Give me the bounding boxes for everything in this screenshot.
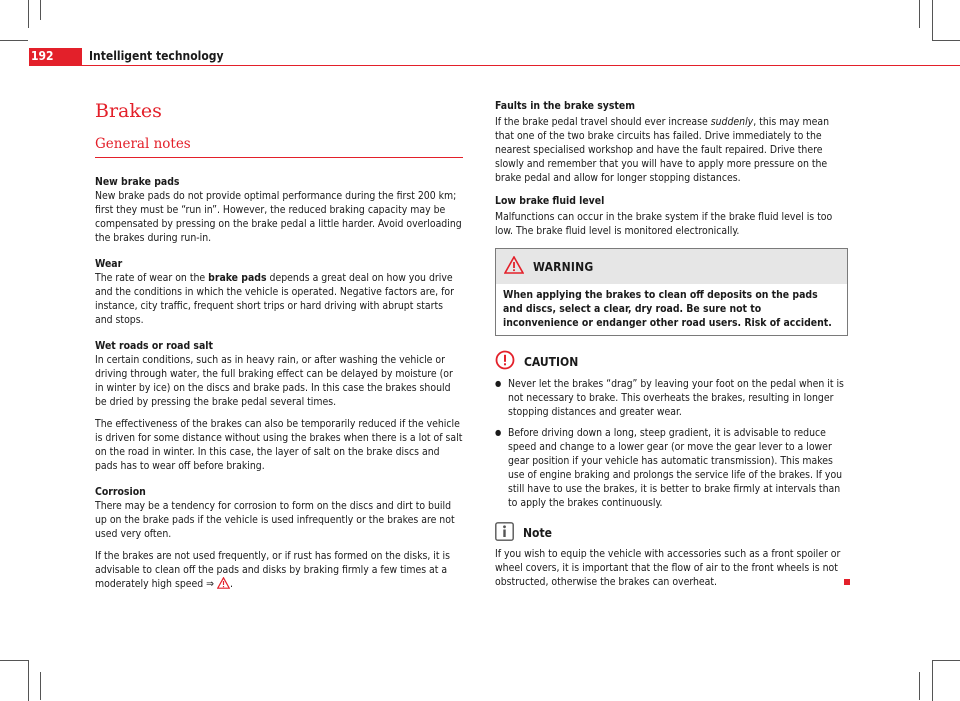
new-pads-text: New brake pads do not provide optimal performance during the first 200 km; first they must be “run in”. However, the reduced braking capacity may be compensated by pressing on the brake pedal a little harder. Avoid overloading the brakes during run-in. bbox=[95, 190, 462, 244]
crop-mark bbox=[40, 672, 41, 700]
crop-mark bbox=[0, 660, 28, 661]
faults-text: If the brake pedal travel should ever increase suddenly, this may mean that one of the two brake circuits has failed. Drive immediately to the nearest specialised workshop and have the fault repaired. Drive there slowly and remember that you will have to apply more pressure on the brake pedal and allow for longer stopping distances. bbox=[495, 116, 830, 184]
low-fluid-heading: Low brake fluid level bbox=[495, 195, 605, 207]
wet-roads-text-1: In certain conditions, such as in heavy rain, or after washing the vehicle or driving through water, the full braking effect can be delayed by moisture (or in winter by ice) on the discs and brake pads. In this case the brakes should be dried by pressing the brake pedal several times. bbox=[95, 354, 453, 408]
page-title: Brakes bbox=[95, 100, 162, 122]
faults-heading: Faults in the brake system bbox=[495, 100, 635, 112]
wear-heading: Wear bbox=[95, 258, 123, 270]
wet-roads-heading: Wet roads or road salt bbox=[95, 340, 213, 352]
crop-mark bbox=[28, 0, 29, 28]
caution-exclamation-icon bbox=[495, 350, 515, 374]
crop-mark bbox=[919, 672, 920, 700]
note-header bbox=[495, 522, 848, 544]
warning-text: When applying the brakes to clean off deposits on the pads and discs, select a clear, dry road. Be sure not to inconvenience or endanger other road users. Risk of accident. bbox=[503, 289, 832, 329]
crop-mark bbox=[0, 40, 28, 41]
caution-list bbox=[495, 377, 848, 510]
warning-label: WARNING bbox=[533, 259, 594, 274]
corrosion-heading: Corrosion bbox=[95, 486, 146, 498]
crop-mark bbox=[932, 0, 933, 40]
note-label: Note bbox=[523, 526, 552, 540]
crop-mark bbox=[28, 660, 29, 701]
warning-header bbox=[496, 249, 847, 284]
crop-mark bbox=[40, 0, 41, 20]
warning-reference-icon[interactable] bbox=[217, 577, 230, 593]
header-title: Intelligent technology bbox=[89, 49, 224, 63]
section-subtitle: General notes bbox=[95, 135, 463, 158]
right-column bbox=[495, 99, 848, 589]
section-end-icon bbox=[844, 579, 850, 585]
header-rule bbox=[29, 65, 960, 66]
page-number: 192 bbox=[29, 48, 82, 65]
left-column bbox=[95, 100, 463, 593]
warning-triangle-icon bbox=[504, 256, 524, 278]
crop-mark bbox=[932, 660, 933, 701]
list-item: ● Never let the brakes “drag” by leaving your foot on the pedal when it is not necessary to brake. This overheats the brakes, resulting in longer stopping distances and greater wear. bbox=[495, 377, 848, 419]
caution-header bbox=[495, 351, 848, 373]
suddenly-emphasis: suddenly bbox=[710, 116, 754, 128]
corrosion-text-1: There may be a tendency for corrosion to form on the discs and dirt to build up on the brake pads if the vehicle is used infrequently or the brakes are not used very often. bbox=[95, 500, 455, 540]
note-info-icon bbox=[495, 522, 514, 545]
crop-mark bbox=[932, 40, 960, 41]
crop-mark bbox=[919, 0, 920, 28]
wet-roads-text-2: The effectiveness of the brakes can also be temporarily reduced if the vehicle is driven for some distance without using the brakes when there is a lot of salt on the road in winter. In this case, the layer of salt on the brake discs and pads has to wear off before braking. bbox=[95, 418, 463, 472]
low-fluid-text: Malfunctions can occur in the brake system if the brake fluid level is too low. The brake fluid level is monitored electronically. bbox=[495, 211, 833, 237]
note-text: If you wish to equip the vehicle with accessories such as a front spoiler or wheel covers, it is important that the flow of air to the front wheels is not obstructed, otherwise the brakes can overheat. bbox=[495, 547, 848, 589]
caution-label: CAUTION bbox=[524, 355, 579, 369]
new-pads-heading: New brake pads bbox=[95, 176, 180, 188]
warning-box bbox=[495, 248, 848, 336]
corrosion-text-2: If the brakes are not used frequently, or if rust has formed on the disks, it is advisable to clean off the pads and disks by braking firmly a few times at a moderately high speed ⇒ . bbox=[95, 549, 463, 593]
wear-text: The rate of wear on the brake pads depends a great deal on how you drive and the conditions in which the vehicle is operated. Negative factors are, for instance, city traffic, frequent short trips or hard driving with abrupt starts and stops. bbox=[95, 272, 454, 326]
brake-pads-emphasis: brake pads bbox=[208, 272, 267, 284]
crop-mark bbox=[932, 660, 960, 661]
list-item: ● Before driving down a long, steep gradient, it is advisable to reduce speed and change to a lower gear (or move the gear lever to a lower gear position if your vehicle has automatic transmission). This makes use of engine braking and prolongs the service life of the brakes. If you still have to use the brakes, it is better to brake firmly at intervals than to apply the brakes continuously. bbox=[495, 426, 848, 510]
